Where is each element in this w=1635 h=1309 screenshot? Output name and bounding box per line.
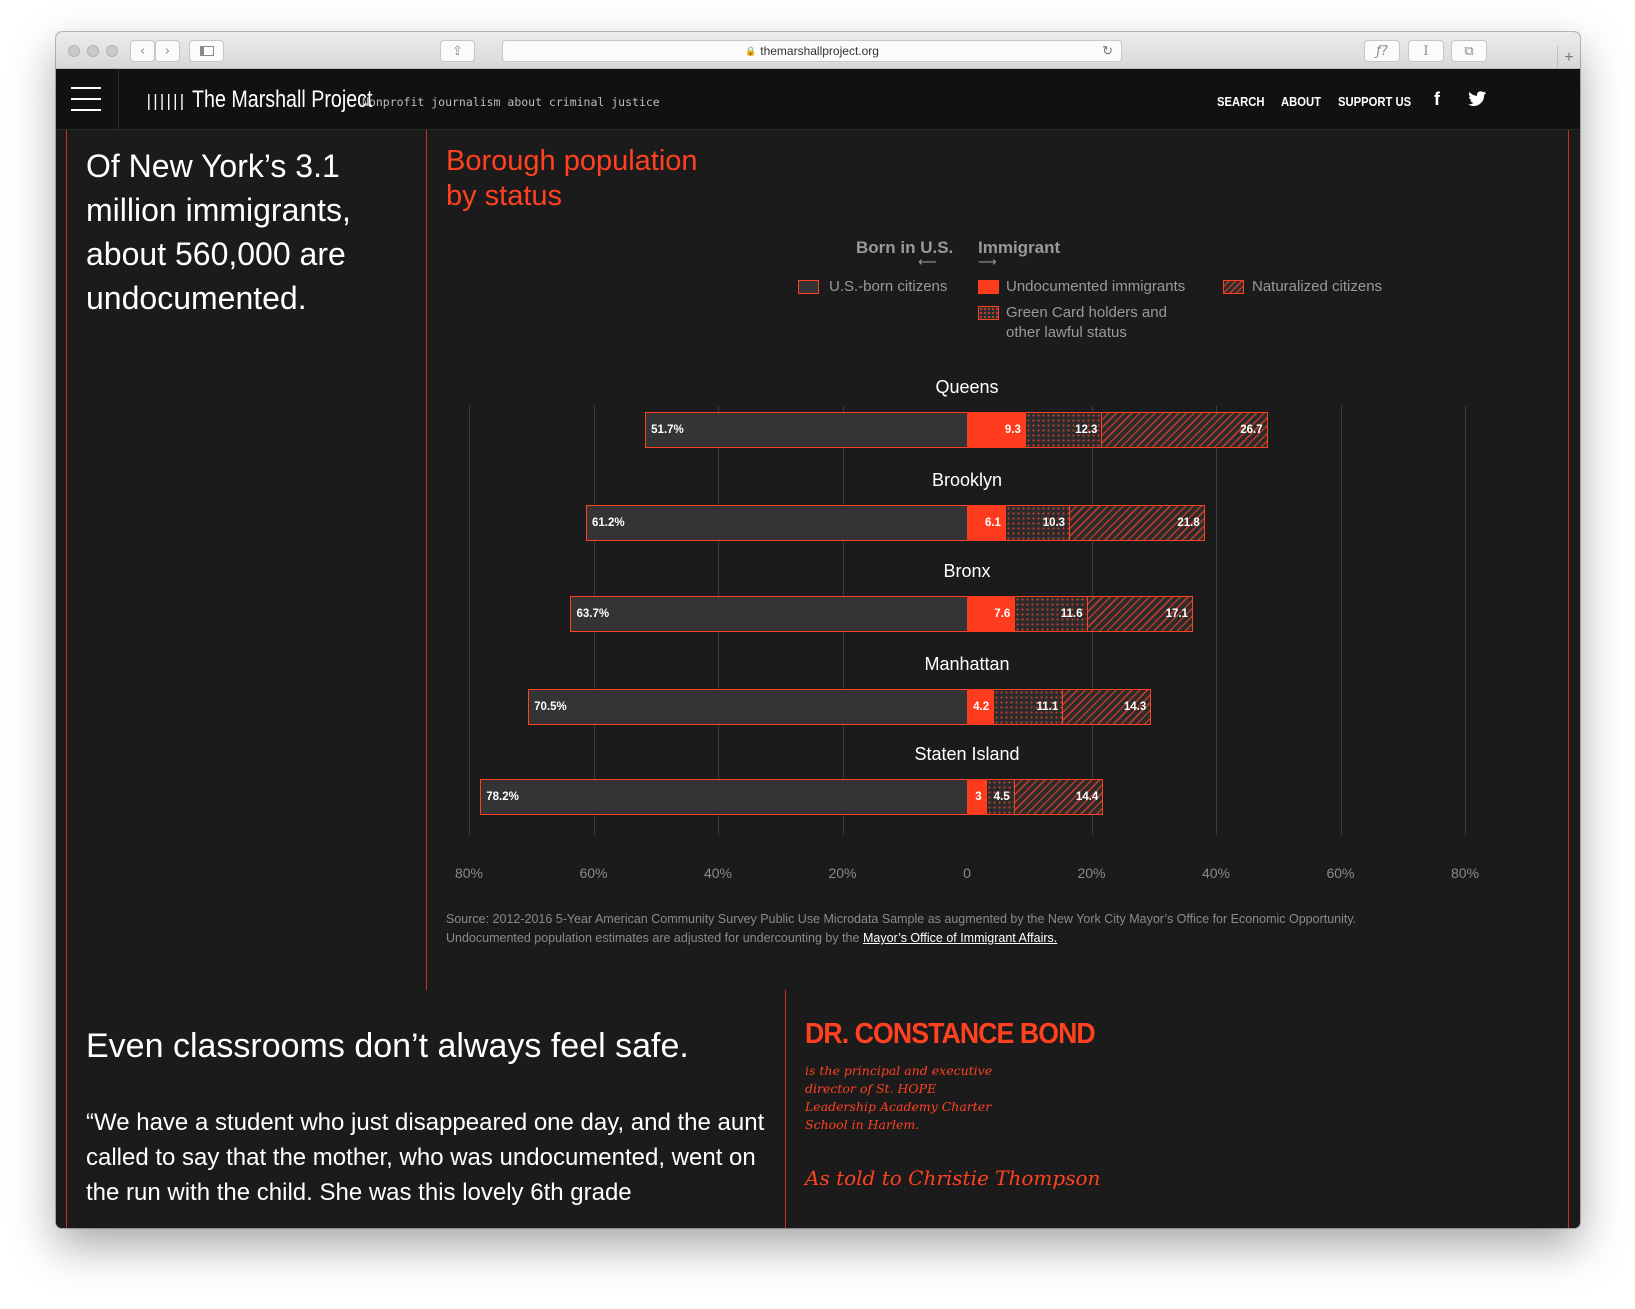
minimize-window-button[interactable]	[87, 45, 99, 57]
bar-segment-us-born: 61.2%	[586, 505, 967, 541]
nav-about[interactable]: ABOUT	[1281, 95, 1322, 109]
legend-label-green-card: Green Card holders and other lawful status	[1006, 304, 1167, 341]
bar-segment-us-born: 70.5%	[528, 689, 967, 725]
x-tick-label: 40%	[1201, 865, 1231, 881]
logo-text: The Marshall Project	[191, 86, 373, 113]
gridline	[1341, 406, 1342, 835]
info-icon: I	[1423, 43, 1429, 59]
header-divider	[118, 69, 119, 130]
bar-segment-us-born: 51.7%	[645, 412, 967, 448]
bar-segment-naturalized: 14.4	[1014, 779, 1104, 815]
intro-text: Of New York’s 3.1 million immigrants, about 560,000 are undocumented.	[86, 148, 351, 316]
bar-segment-naturalized: 14.3	[1062, 689, 1151, 725]
legend-swatch-us-born	[798, 280, 819, 294]
column-divider-line	[426, 130, 427, 990]
reload-icon[interactable]: ↻	[1102, 43, 1113, 58]
borough-label: Staten Island	[914, 744, 1020, 764]
right-border-line	[1568, 130, 1569, 1228]
share-icon: ⇪	[452, 43, 463, 59]
x-tick-label: 20%	[1077, 865, 1106, 881]
browser-toolbar	[56, 32, 1580, 69]
chevron-right-icon: ›	[164, 43, 171, 59]
arrow-right-icon: ⟶	[978, 255, 997, 270]
x-tick-label: 40%	[703, 865, 733, 881]
reader-button[interactable]	[1364, 40, 1400, 62]
borough-label: Manhattan	[924, 654, 1010, 674]
profile-description: is the principal and executive director of St. HOPE Leadership Academy Charter School in Harlem.	[805, 1063, 993, 1132]
legend-swatch-green-card	[978, 306, 999, 320]
borough-label: Bronx	[943, 561, 991, 581]
bar-segment-green-card: 4.5	[986, 779, 1014, 815]
x-tick-label: 60%	[579, 865, 608, 881]
back-button[interactable]	[130, 40, 155, 62]
new-tab-button[interactable]	[1557, 46, 1580, 69]
sidebar-icon	[200, 46, 214, 56]
bar-segment-us-born: 63.7%	[570, 596, 967, 632]
bar-segment-undocumented: 9.3	[967, 412, 1025, 448]
bar-segment-green-card: 10.3	[1005, 505, 1069, 541]
legend-label-undocumented: Undocumented immigrants	[1006, 278, 1186, 295]
chevron-left-icon: ‹	[139, 43, 146, 59]
sidebar-button[interactable]	[189, 40, 224, 62]
tabs-icon: ⧉	[1464, 43, 1474, 59]
gridline	[1465, 406, 1466, 835]
bar-segment-green-card: 11.6	[1014, 596, 1086, 632]
legend-swatch-naturalized	[1223, 280, 1244, 294]
arrow-left-icon: ⟵	[918, 255, 937, 270]
section-subhead: Even classrooms don’t always feel safe.	[86, 1027, 689, 1065]
bar-segment-us-born: 78.2%	[480, 779, 967, 815]
bar-segment-naturalized: 17.1	[1087, 596, 1193, 632]
borough-label: Brooklyn	[931, 470, 1003, 490]
share-button[interactable]	[440, 40, 475, 62]
plus-icon: +	[1564, 48, 1574, 66]
forward-button[interactable]	[155, 40, 180, 62]
site-header	[56, 69, 1580, 130]
borough-label: Queens	[935, 377, 999, 397]
gridline	[469, 406, 470, 835]
chart-source-note	[446, 910, 1426, 948]
logo-bars-icon: ||||||	[144, 90, 184, 110]
gridline	[1216, 406, 1217, 835]
lock-icon: 🔒	[745, 45, 757, 56]
chart-title: Borough population by status	[446, 145, 698, 212]
nav-search[interactable]: SEARCH	[1217, 95, 1265, 109]
menu-icon[interactable]	[71, 87, 101, 111]
bar-segment-undocumented: 6.1	[967, 505, 1005, 541]
reader-icon: ƒ?	[1376, 43, 1388, 59]
bar-segment-undocumented: 4.2	[967, 689, 993, 725]
left-border-line	[66, 130, 67, 1228]
x-tick-label: 80%	[454, 865, 484, 881]
profile-name: DR. CONSTANCE BOND	[805, 1018, 1095, 1050]
nav-support-us[interactable]: SUPPORT US	[1338, 95, 1412, 109]
zoom-window-button[interactable]	[106, 45, 118, 57]
bar-segment-undocumented: 7.6	[967, 596, 1014, 632]
x-tick-label: 80%	[1450, 865, 1480, 881]
twitter-icon[interactable]	[1468, 91, 1486, 110]
site-tagline: Nonprofit journalism about criminal justice	[362, 95, 660, 109]
bar-segment-undocumented: 3	[967, 779, 986, 815]
browser-window	[56, 32, 1580, 1228]
bar-segment-green-card: 12.3	[1025, 412, 1102, 448]
legend-label-naturalized: Naturalized citizens	[1252, 278, 1383, 295]
close-window-button[interactable]	[68, 45, 80, 57]
profile-credit: As told to Christie Thompson	[805, 1166, 1101, 1190]
info-button[interactable]	[1408, 40, 1444, 62]
bar-segment-green-card: 11.1	[993, 689, 1062, 725]
facebook-icon[interactable]: f	[1434, 89, 1440, 109]
tabs-button[interactable]	[1451, 40, 1487, 62]
x-tick-label: 60%	[1326, 865, 1355, 881]
legend-born-us-heading: Born in U.S.	[856, 238, 954, 257]
legend-label-us-born: U.S.-born citizens	[829, 278, 948, 295]
bar-segment-naturalized: 26.7	[1101, 412, 1267, 448]
url-text: themarshallproject.org	[760, 44, 879, 58]
legend-immigrant-heading: Immigrant	[978, 238, 1061, 257]
x-tick-label: 0	[963, 865, 971, 881]
bar-segment-naturalized: 21.8	[1069, 505, 1205, 541]
address-bar[interactable]	[502, 40, 1122, 62]
x-tick-label: 20%	[828, 865, 857, 881]
quote-text: “We have a student who just disappeared one day, and the aunt called to say that the mother, who was undocumented, went on the run with the child. She was this lovely 6th grade	[86, 1109, 765, 1206]
article-content	[56, 130, 1580, 1228]
legend-swatch-undocumented	[978, 280, 999, 294]
source-text: Source: 2012-2016 5-Year American Community Survey Public Use Microdata Sample as augmented by the New York City Mayor’s Office for Economic Opportunity. Undocumented population estimates are adjusted for undercounting by the	[446, 912, 1357, 945]
source-link[interactable]: Mayor’s Office of Immigrant Affairs.	[862, 931, 1058, 945]
